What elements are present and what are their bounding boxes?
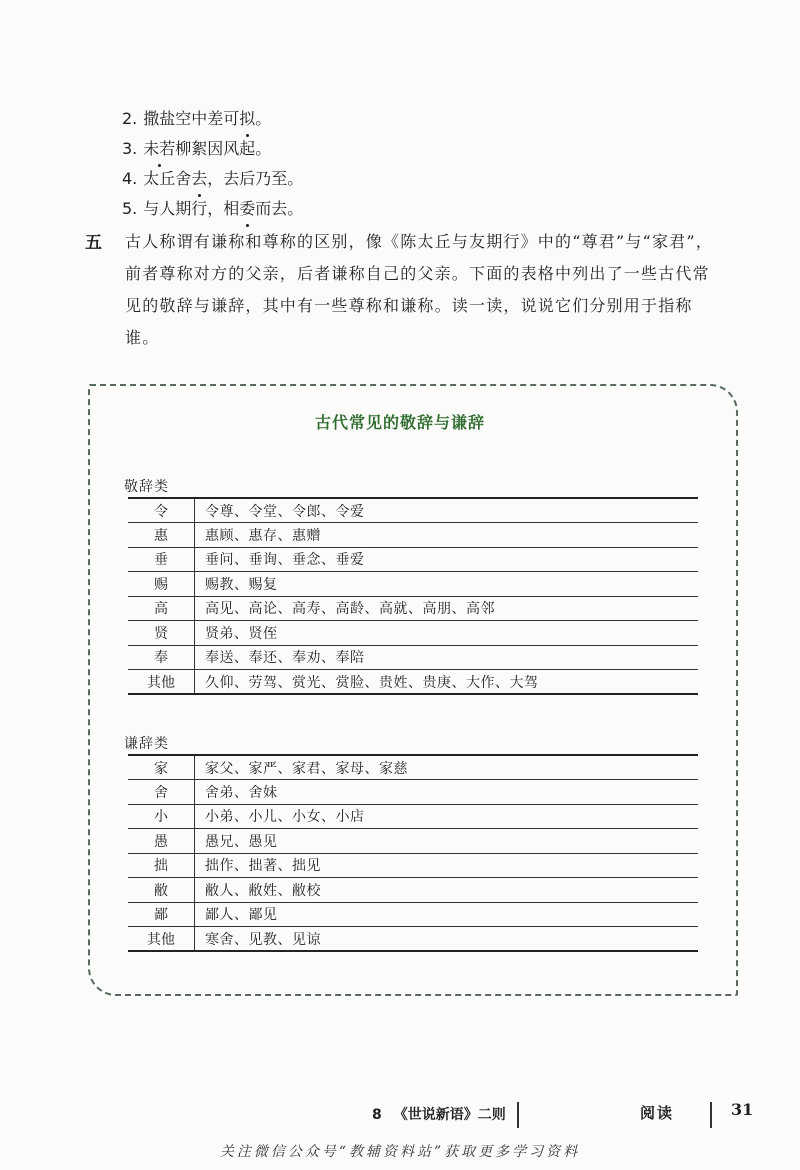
row-key: 小: [128, 804, 195, 829]
row-words: 垂问、垂询、垂念、垂爱: [195, 547, 699, 572]
row-key: 令: [128, 498, 195, 523]
table-row: [128, 780, 698, 805]
row-words: 奉送、奉还、奉劝、奉陪: [195, 645, 699, 670]
row-words: 小弟、小儿、小女、小店: [195, 804, 699, 829]
emphasized-word: 委: [239, 194, 255, 224]
row-key: 赐: [128, 572, 195, 597]
emphasized-word: 拟: [239, 104, 255, 134]
row-words: 寒舍、见教、见谅: [195, 927, 699, 952]
table-row: [128, 927, 698, 952]
question-number: 2.: [122, 109, 138, 128]
row-key: 高: [128, 596, 195, 621]
row-key: 敝: [128, 878, 195, 903]
row-words: 久仰、劳驾、赏光、赏脸、贵姓、贵庚、大作、大驾: [195, 670, 699, 695]
table-row: [128, 596, 698, 621]
row-words: 高见、高论、高寿、高龄、高就、高朋、高邻: [195, 596, 699, 621]
chapter-number: 8: [372, 1107, 382, 1123]
question-text: 柳絮因风起。: [175, 139, 272, 158]
row-key: 家: [128, 755, 195, 780]
footer-divider: [517, 1102, 519, 1128]
chapter-footer: [372, 1104, 506, 1124]
row-words: 舍弟、舍妹: [195, 780, 699, 805]
row-words: 惠顾、惠存、惠赠: [195, 523, 699, 548]
question-number: 3.: [122, 139, 138, 158]
chapter-title: 《世说新语》二则: [393, 1107, 506, 1123]
question-text: 而去。: [255, 199, 304, 218]
question-number: 5.: [122, 199, 138, 218]
row-words: 贤弟、贤侄: [195, 621, 699, 646]
table-row: [128, 853, 698, 878]
row-words: 赐教、赐复: [195, 572, 699, 597]
question-text: 撒盐空中差可: [143, 109, 240, 128]
table-row: [128, 804, 698, 829]
row-words: 鄙人、鄙见: [195, 902, 699, 927]
section-name: 阅读: [640, 1104, 675, 1122]
respectful-category-label: 敬辞类: [124, 479, 169, 495]
row-key: 其他: [128, 927, 195, 952]
table-row: [128, 670, 698, 695]
question-text: 太丘舍: [143, 169, 192, 188]
table-title: 古代常见的敬辞与谦辞: [314, 413, 485, 432]
page-number: 31: [731, 1100, 754, 1119]
row-words: 拙作、拙著、拙见: [195, 853, 699, 878]
row-key: 拙: [128, 853, 195, 878]
row-words: 家父、家严、家君、家母、家慈: [195, 755, 699, 780]
row-key: 垂: [128, 547, 195, 572]
humble-category-label: 谦辞类: [124, 736, 169, 752]
row-words: 敝人、敝姓、敝校: [195, 878, 699, 903]
question-item: [122, 104, 303, 134]
question-item: [122, 164, 303, 194]
row-key: 愚: [128, 829, 195, 854]
row-words: 令尊、令堂、令郎、令爱: [195, 498, 699, 523]
row-key: 奉: [128, 645, 195, 670]
humble-table: [128, 754, 698, 952]
watermark-text: 关注微信公众号“教辅资料站”获取更多学习资料: [219, 1144, 581, 1160]
question-text: ，去后乃至。: [207, 169, 304, 188]
section-instruction: 古人称谓有谦称和尊称的区别，像《陈太丘与友期行》中的“尊君”与“家君”，前者尊称对方的父亲，后者谦称自己的父亲。下面的表格中列出了一些古代常见的敬辞与谦辞，其中有一些尊称和谦称。读一读，说说它们分别用于指称谁。: [125, 232, 713, 347]
row-key: 贤: [128, 621, 195, 646]
table-row: [128, 547, 698, 572]
table-row: [128, 755, 698, 780]
section-number: 五: [85, 233, 102, 253]
table-row: [128, 645, 698, 670]
question-number: 4.: [122, 169, 138, 188]
table-row: [128, 902, 698, 927]
question-text: 与人期行，相: [143, 199, 240, 218]
row-key: 惠: [128, 523, 195, 548]
row-key: 舍: [128, 780, 195, 805]
emphasized-word: 未若: [143, 134, 175, 164]
row-key: 鄙: [128, 902, 195, 927]
table-row: [128, 498, 698, 523]
question-item: [122, 194, 303, 224]
question-text: 。: [255, 109, 272, 128]
respectful-table: [128, 497, 698, 695]
question-item: [122, 134, 303, 164]
row-words: 愚兄、愚见: [195, 829, 699, 854]
row-key: 其他: [128, 670, 195, 695]
emphasized-word: 去: [191, 164, 207, 194]
table-row: [128, 572, 698, 597]
footer-divider: [710, 1102, 712, 1128]
table-row: [128, 523, 698, 548]
question-list: [122, 104, 303, 224]
table-row: [128, 878, 698, 903]
table-row: [128, 621, 698, 646]
table-row: [128, 829, 698, 854]
